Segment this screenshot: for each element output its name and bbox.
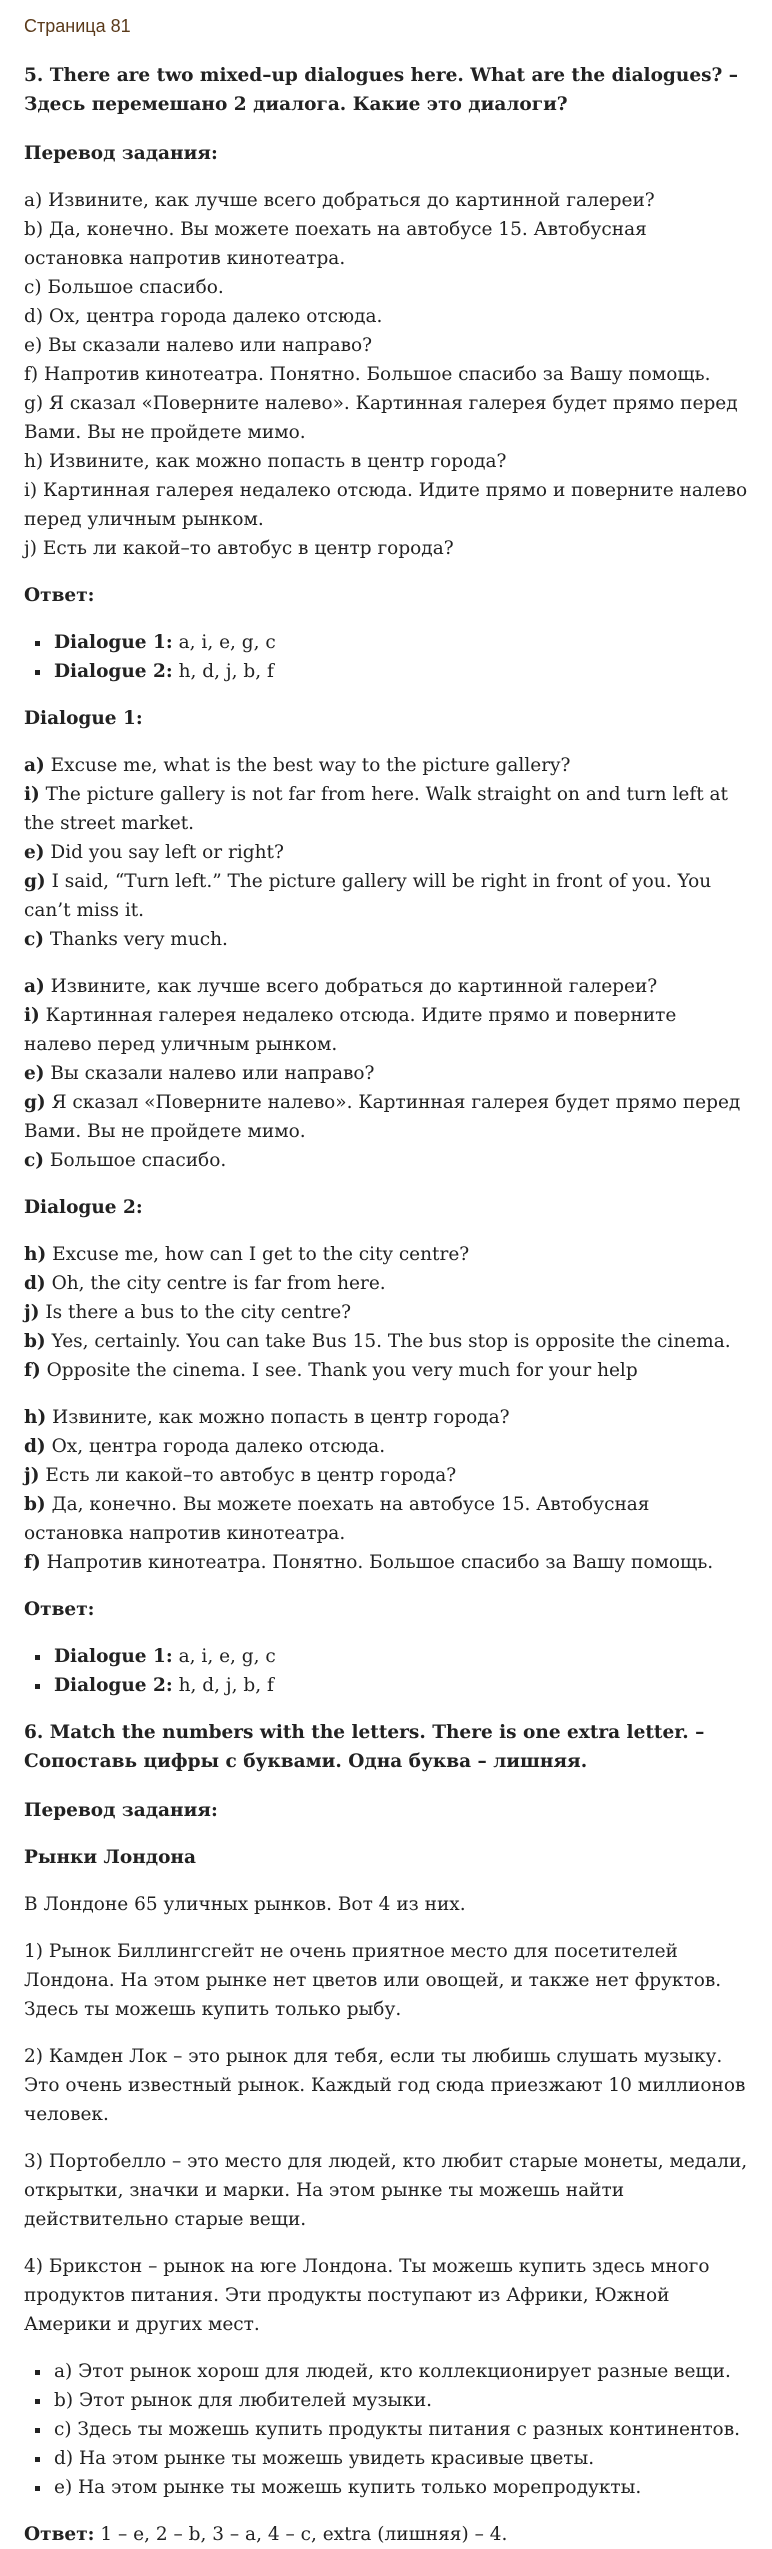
dialogue2-russian [24,1403,748,1577]
task6-options-list [24,2357,748,2502]
dialogue-line [24,1356,748,1385]
task6-intro: В Лондоне 65 уличных рынков. Вот 4 из них. [24,1894,466,1915]
dialogue1-english [24,751,748,954]
answer-item [52,628,748,657]
task6-translation-label: Перевод задания: [24,1800,218,1821]
dialogue-text: Did you say left or right? [50,842,284,863]
dialogue-text: Excuse me, how can I get to the city centre? [52,1244,470,1265]
dialogue-line [24,1490,748,1548]
dialogue-line [24,925,748,954]
dialogue-line [24,1146,748,1175]
answer-item-value: a, i, e, g, c [178,1646,276,1667]
translation-line: c) Большое спасибо. [24,277,224,298]
dialogue-line [24,1088,748,1146]
dialogue-line [24,1461,748,1490]
dialogue-letter: j) [24,1302,40,1323]
task6-subtitle: Рынки Лондона [24,1847,196,1868]
dialogue-text: Ох, центра города далеко отсюда. [51,1436,386,1457]
translation-line: f) Напротив кинотеатра. Понятно. Большое спасибо за Вашу помощь. [24,364,711,385]
dialogue-text: Yes, certainly. You can take Bus 15. The bus stop is opposite the cinema. [51,1331,731,1352]
dialogue-letter: b) [24,1494,46,1515]
task5-translation-label: Перевод задания: [24,143,218,164]
option-item: ▪ a) Этот рынок хорош для людей, кто коллекционирует разные вещи. [52,2357,748,2386]
translation-line: a) Извините, как лучше всего добраться до картинной галереи? [24,190,655,211]
dialogue-text: Есть ли какой–то автобус в центр города? [45,1465,457,1486]
task6-answer [24,2520,748,2549]
dialogue-letter: a) [24,976,45,997]
translation-line: g) Я сказал «Поверните налево». Картинная галерея будет прямо перед Вами. Вы не пройдете мимо. [24,393,738,443]
market-paragraph: 1) Рынок Биллингсгейт не очень приятное место для посетителей Лондона. На этом рынке нет цветов или овощей, и также нет фруктов. Здесь ты можешь купить только рыбу. [24,1941,722,2020]
dialogue-line [24,1432,748,1461]
task5-heading: 5. There are two mixed–up dialogues here. What are the dialogues? – Здесь перемешано 2 диалога. Какие это диалоги? [24,65,739,115]
option-item: ▪ b) Этот рынок для любителей музыки. [52,2386,748,2415]
dialogue-line [24,1059,748,1088]
task5-answer-label-2: Ответ: [24,1599,95,1620]
dialogue-line [24,1548,748,1577]
task5-answer-list [24,628,748,686]
task6-heading: 6. Match the numbers with the letters. There is one extra letter. – Сопоставь цифры с буквами. Одна буква – лишняя. [24,1722,705,1772]
dialogue-letter: h) [24,1407,47,1428]
dialogue-letter: i) [24,784,40,805]
dialogue-text: Извините, как лучше всего добраться до картинной галереи? [50,976,658,997]
dialogue-text: Excuse me, what is the best way to the picture gallery? [50,755,571,776]
page-header: Страница 81 [24,16,131,36]
dialogue-text: Oh, the city centre is far from here. [51,1273,386,1294]
dialogue-line [24,1403,748,1432]
dialogue-line [24,1269,748,1298]
dialogue-letter: f) [24,1552,41,1573]
dialogue-text: Да, конечно. Вы можете поехать на автобусе 15. Автобусная остановка напротив кинотеатра. [24,1494,650,1544]
answer-item-name: Dialogue 2: [54,661,173,682]
option-item: ▪ e) На этом рынке ты можешь купить только морепродукты. [52,2473,748,2502]
dialogue-letter: e) [24,1063,45,1084]
dialogue-line [24,751,748,780]
answer-item-name: Dialogue 1: [54,1646,173,1667]
dialogue-text: Thanks very much. [49,929,228,950]
option-item: ▪ d) На этом рынке ты можешь увидеть красивые цветы. [52,2444,748,2473]
translation-line: e) Вы сказали налево или направо? [24,335,373,356]
dialogue-text: Я сказал «Поверните налево». Картинная галерея будет прямо перед Вами. Вы не пройдете мимо. [24,1092,741,1142]
translation-line: d) Ох, центра города далеко отсюда. [24,306,383,327]
dialogue-letter: b) [24,1331,46,1352]
dialogue-letter: e) [24,842,45,863]
dialogue-line [24,1240,748,1269]
translation-line: i) Картинная галерея недалеко отсюда. Идите прямо и поверните налево перед уличным рынком. [24,480,748,530]
task5-answer-label: Ответ: [24,585,95,606]
dialogue-line [24,838,748,867]
dialogue2-english [24,1240,748,1385]
dialogue-letter: g) [24,1092,46,1113]
task6-answer-value: 1 – e, 2 – b, 3 – a, 4 – c, extra (лишняя) – 4. [94,2524,508,2545]
task5-translation-list [24,186,748,563]
answer-item [52,1642,748,1671]
dialogue-letter: j) [24,1465,40,1486]
dialogue1-title: Dialogue 1: [24,708,143,729]
dialogue-text: Opposite the cinema. I see. Thank you very much for your help [46,1360,638,1381]
answer-item-value: h, d, j, b, f [178,661,274,682]
market-paragraph: 3) Портобелло – это место для людей, кто любит старые монеты, медали, открытки, значки и марки. На этом рынке ты можешь найти действительно старые вещи. [24,2151,748,2230]
dialogue-text: Вы сказали налево или направо? [50,1063,375,1084]
dialogue-text: Картинная галерея недалеко отсюда. Идите прямо и поверните налево перед уличным рынком. [24,1005,677,1055]
market-paragraph: 2) Камден Лок – это рынок для тебя, если ты любишь слушать музыку. Это очень известный рынок. Каждый год сюда приезжают 10 миллионов человек. [24,2046,746,2125]
dialogue2-title: Dialogue 2: [24,1197,143,1218]
option-item: ▪ c) Здесь ты можешь купить продукты питания с разных континентов. [52,2415,748,2444]
dialogue-text: Большое спасибо. [49,1150,227,1171]
dialogue-letter: d) [24,1273,46,1294]
dialogue-text: Извините, как можно попасть в центр города? [52,1407,510,1428]
dialogue-letter: f) [24,1360,41,1381]
dialogue-text: Напротив кинотеатра. Понятно. Большое спасибо за Вашу помощь. [46,1552,714,1573]
dialogue-line [24,1327,748,1356]
dialogue-line [24,972,748,1001]
dialogue-line [24,1298,748,1327]
answer-item [52,657,748,686]
dialogue-line [24,780,748,838]
answer-item [52,1671,748,1700]
dialogue1-russian [24,972,748,1175]
dialogue-line [24,1001,748,1059]
dialogue-letter: i) [24,1005,40,1026]
answer-item-name: Dialogue 1: [54,632,173,653]
answer-item-value: h, d, j, b, f [178,1675,274,1696]
dialogue-text: The picture gallery is not far from here. Walk straight on and turn left at the street market. [24,784,728,834]
translation-line: h) Извините, как можно попасть в центр города? [24,451,507,472]
dialogue-letter: d) [24,1436,46,1457]
task5-answer-list-2 [24,1642,748,1700]
dialogue-letter: h) [24,1244,47,1265]
answer-item-name: Dialogue 2: [54,1675,173,1696]
dialogue-letter: a) [24,755,45,776]
answer-item-value: a, i, e, g, c [178,632,276,653]
dialogue-text: Is there a bus to the city centre? [45,1302,352,1323]
dialogue-text: I said, “Turn left.” The picture gallery will be right in front of you. You can’t miss it. [24,871,712,921]
dialogue-line [24,867,748,925]
dialogue-letter: c) [24,1150,45,1171]
task6-answer-label: Ответ: [24,2524,95,2545]
translation-line: j) Есть ли какой–то автобус в центр города? [24,538,454,559]
market-paragraph: 4) Брикстон – рынок на юге Лондона. Ты можешь купить здесь много продуктов питания. Эти продукты поступают из Африки, Южной Америки и других мест. [24,2256,710,2335]
dialogue-letter: c) [24,929,45,950]
translation-line: b) Да, конечно. Вы можете поехать на автобусе 15. Автобусная остановка напротив кинотеатра. [24,219,647,269]
dialogue-letter: g) [24,871,46,892]
